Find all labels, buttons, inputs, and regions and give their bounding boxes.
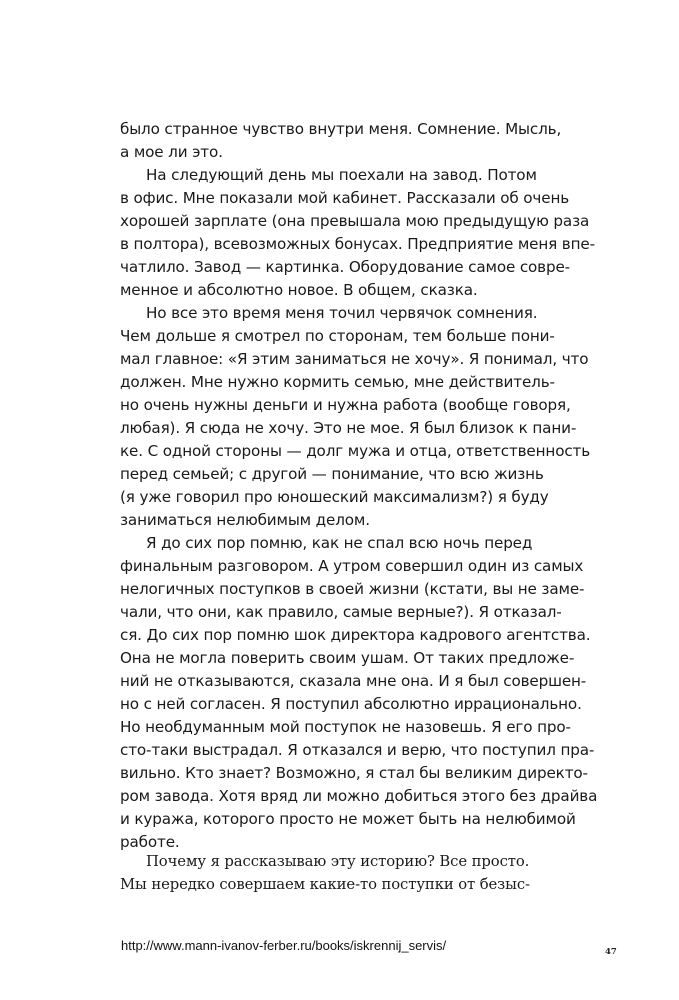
text-line: чатлило. Завод — картинка. Оборудование самое совре- (120, 258, 570, 276)
text-line: Но все это время меня точил червячок сомнения. (146, 304, 538, 322)
closing-line: Почему я рассказываю эту историю? Все просто. (146, 853, 530, 870)
text-line: Она не могла поверить своим ушам. От таких предложе- (120, 649, 575, 667)
text-line: хорошей зарплате (она превышала мою предыдущую раза (120, 212, 590, 230)
text-line: Но необдуманным мой поступок не назовешь. Я его про- (120, 718, 571, 736)
text-line: ром завода. Хотя вряд ли можно добиться этого без драйва (120, 787, 598, 805)
text-line: Я до сих пор помню, как не спал всю ночь перед (146, 534, 533, 552)
text-line: и куража, которого просто не может быть на нелюбимой (120, 810, 576, 828)
text-line: должен. Мне нужно кормить семью, мне действитель- (120, 373, 555, 391)
text-line: но с ней согласен. Я поступил абсолютно иррационально. (120, 695, 582, 713)
closing-line: Мы нередко совершаем какие-то поступки от безыс- (120, 876, 530, 893)
body-text (120, 118, 598, 854)
text-line: ний не отказываются, сказала мне она. И я был совершен- (120, 672, 587, 690)
text-line: На следующий день мы поехали на завод. Потом (146, 166, 537, 184)
text-line: в полтора), всевозможных бонусах. Предприятие меня впе- (120, 235, 595, 253)
text-line: перед семьей; с другой — понимание, что всю жизнь (120, 465, 544, 483)
page-number: 47 (605, 947, 617, 957)
text-line: Чем дольше я смотрел по сторонам, тем больше пони- (120, 327, 555, 345)
text-line: ке. С одной стороны — долг мужа и отца, ответственность (120, 442, 591, 460)
text-line: менное и абсолютно новое. В общем, сказка. (120, 281, 478, 299)
text-line: любая). Я сюда не хочу. Это не мое. Я был близок к пани- (120, 419, 577, 437)
text-line: а мое ли это. (120, 143, 223, 161)
text-line: (я уже говорил про юношеский максимализм?) я буду (120, 488, 549, 506)
text-line: ся. До сих пор помню шок директора кадрового агентства. (120, 626, 591, 644)
text-line: финальным разговором. А утром совершил один из самых (120, 557, 584, 575)
text-line: чали, что они, как правило, самые верные?). Я отказал- (120, 603, 562, 621)
text-line: в офис. Мне показали мой кабинет. Рассказали об очень (120, 189, 570, 207)
text-line: вильно. Кто знает? Возможно, я стал бы великим директо- (120, 764, 588, 782)
text-line: заниматься нелюбимым делом. (120, 511, 370, 529)
closing-paragraph (120, 850, 580, 896)
text-line: мал главное: «Я этим заниматься не хочу». Я понимал, что (120, 350, 589, 368)
text-line: но очень нужны деньги и нужна работа (вообще говоря, (120, 396, 571, 414)
text-line: работе. (120, 833, 180, 851)
text-line: нелогичных поступков в своей жизни (кстати, вы не заме- (120, 580, 585, 598)
text-line: сто-таки выстрадал. Я отказался и верю, что поступил пра- (120, 741, 595, 759)
footer-url-link[interactable]: http://www.mann-ivanov-ferber.ru/books/iskrennij_servis/ (121, 938, 447, 953)
text-line: было странное чувство внутри меня. Сомнение. Мысль, (120, 120, 562, 138)
